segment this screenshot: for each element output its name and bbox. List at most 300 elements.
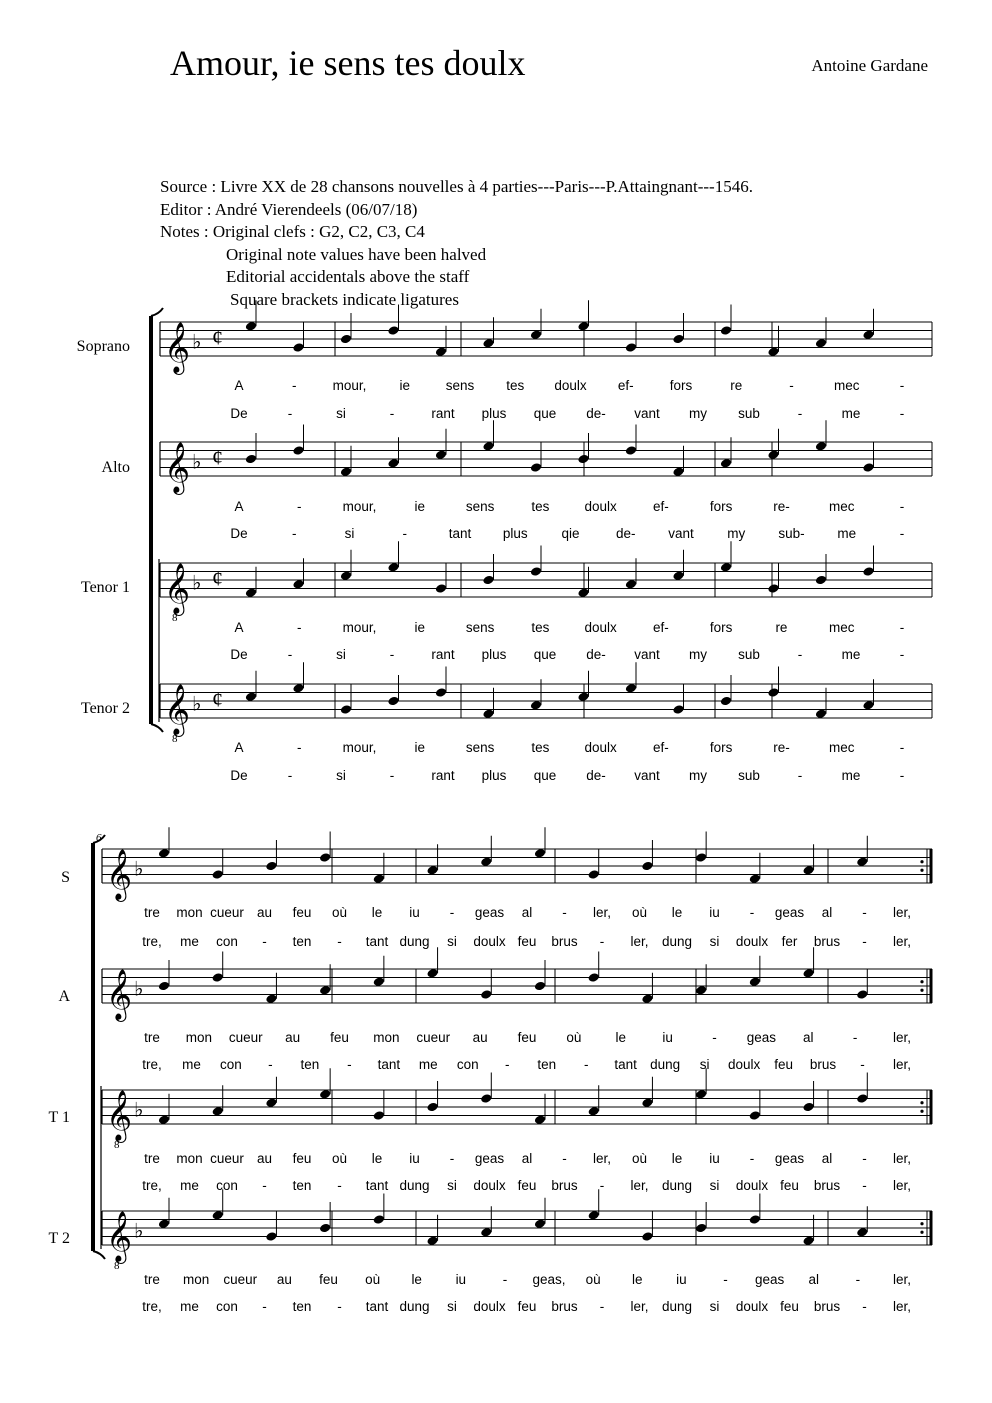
note-head <box>426 1102 438 1113</box>
note-head <box>387 562 399 573</box>
lyric-syllable: ten <box>300 1057 320 1072</box>
note-head <box>292 445 304 456</box>
bracket-hook <box>151 724 163 732</box>
lyric-syllable: ler, <box>630 1299 649 1314</box>
note-head <box>749 1110 761 1121</box>
note-head <box>534 981 546 992</box>
note <box>435 667 447 698</box>
lyric-syllable: - <box>297 499 302 514</box>
lyric-syllable: doulx <box>584 740 617 755</box>
part-label-tenor1: Tenor 1 <box>80 579 130 596</box>
note-head <box>530 462 542 473</box>
lyric-syllable: tre, <box>142 1057 162 1072</box>
lyric-syllable: - <box>599 934 605 949</box>
note <box>340 684 352 715</box>
note-head <box>767 346 779 357</box>
lyric-syllable: - <box>899 526 905 541</box>
lyric-syllable: - <box>599 1178 605 1193</box>
lyric-syllable: al <box>802 1030 814 1045</box>
lyric-syllable: feu <box>780 1178 799 1193</box>
note-head <box>435 583 447 594</box>
lyric-syllable: De <box>230 768 248 783</box>
lyric-syllable: que <box>533 647 557 662</box>
note <box>856 969 868 1000</box>
note <box>530 309 542 340</box>
note-head <box>862 566 874 577</box>
lyric-syllable: de- <box>586 647 606 662</box>
note <box>749 1194 761 1225</box>
lyric-syllable: me <box>837 526 857 541</box>
note <box>534 1198 546 1229</box>
lyric-syllable: - <box>389 406 395 421</box>
note <box>815 554 827 585</box>
lyric-syllable: - <box>337 1299 342 1314</box>
lyric-syllable: con <box>216 1299 238 1314</box>
lyric-syllable: - <box>862 905 867 920</box>
lyric-syllable: doulx <box>735 1299 769 1314</box>
note-head <box>373 1110 385 1121</box>
lyric-syllable: ler, <box>592 1151 612 1166</box>
lyric-syllable: au <box>285 1030 301 1045</box>
lyric-syllable: me <box>841 406 861 421</box>
note <box>245 433 257 464</box>
lyric-syllable: - <box>899 740 905 755</box>
note-head <box>625 683 637 694</box>
note-head <box>767 583 779 594</box>
note <box>534 827 546 858</box>
lyric-syllable: ler, <box>892 1151 912 1166</box>
note-head <box>856 989 868 1000</box>
note-head <box>695 1223 707 1234</box>
lyric-syllable: tant <box>377 1057 401 1072</box>
lyric-syllable: tes <box>531 740 550 755</box>
note <box>695 1202 707 1233</box>
lyric-syllable: où <box>365 1272 381 1287</box>
note <box>480 836 492 867</box>
octave-8-marker: 8 <box>172 612 178 624</box>
editor-line: Editor : André Vierendeels (06/07/18) <box>160 199 418 219</box>
lyric-syllable: - <box>389 647 395 662</box>
lyric-syllable: - <box>862 934 867 949</box>
lyric-syllable: re <box>775 620 788 635</box>
note <box>695 1068 707 1099</box>
repeat-dot <box>920 1101 923 1104</box>
note-head <box>387 325 399 336</box>
repeat-dot <box>920 860 923 863</box>
lyric-syllable: - <box>899 499 905 514</box>
lyric-syllable: - <box>292 526 297 541</box>
lyric-syllable: A <box>234 620 244 635</box>
treble-clef-icon: 𝄞 <box>106 1090 133 1141</box>
lyric-syllable: dung <box>399 934 430 949</box>
lyric-syllable: doulx <box>735 1178 769 1193</box>
lyric-syllable: que <box>533 768 557 783</box>
staff <box>160 300 932 421</box>
flat-key-signature: ♭ <box>134 978 144 1001</box>
lyric-syllable: si <box>447 1299 457 1314</box>
lyric-syllable: doulx <box>584 620 617 635</box>
note-head <box>245 454 257 465</box>
lyric-syllable: plus <box>481 406 507 421</box>
lyric-syllable: me <box>182 1057 201 1072</box>
lyric-syllable: - <box>562 905 567 920</box>
flat-key-signature: ♭ <box>192 572 202 595</box>
lyric-syllable: iu <box>709 1151 720 1166</box>
lyric-syllable: - <box>347 1057 352 1072</box>
lyric-syllable: ler, <box>892 1299 912 1314</box>
lyric-syllable: geas <box>774 905 805 920</box>
lyric-syllable: - <box>862 1178 867 1193</box>
lyric-syllable: - <box>855 1272 861 1287</box>
note-head <box>672 334 684 345</box>
note-head <box>292 683 304 694</box>
note <box>212 849 224 880</box>
bracket-hook <box>93 1251 105 1259</box>
note <box>672 313 684 344</box>
lyric-syllable: le <box>371 905 383 920</box>
lyric-syllable: tant <box>614 1057 637 1072</box>
lyric-syllable: si <box>699 1057 710 1072</box>
lyric-syllable: feu <box>292 905 312 920</box>
lyric-syllable: brus <box>813 1299 841 1314</box>
lyric-syllable: re <box>730 378 743 393</box>
note-head <box>340 704 352 715</box>
note <box>319 1202 331 1233</box>
note <box>862 309 874 340</box>
note-head <box>265 993 277 1004</box>
composer-name: Antoine Gardane <box>811 56 928 75</box>
lyric-syllable: - <box>852 1030 858 1045</box>
lyric-syllable: mec <box>833 378 860 393</box>
note-head <box>588 972 600 983</box>
lyric-syllable: mon <box>182 1272 210 1287</box>
part-label-t2: T 2 <box>48 1230 70 1247</box>
lyric-syllable: si <box>336 647 346 662</box>
lyric-syllable: me <box>180 1299 199 1314</box>
note-head <box>292 579 304 590</box>
lyric-syllable: brus <box>809 1057 837 1072</box>
lyric-syllable: - <box>723 1272 728 1287</box>
note <box>265 1211 277 1242</box>
note-head <box>815 575 827 586</box>
lyric-syllable: fors <box>669 378 693 393</box>
lyric-syllable: - <box>449 905 455 920</box>
part-label-tenor2: Tenor 2 <box>80 700 130 717</box>
note-head <box>292 342 304 353</box>
note <box>265 840 277 871</box>
note-head <box>767 687 779 698</box>
lyric-syllable: my <box>727 526 746 541</box>
lyric-syllable: où <box>631 905 648 920</box>
repeat-dot <box>920 989 923 992</box>
note <box>340 550 352 581</box>
lyric-syllable: dung <box>399 1299 430 1314</box>
note <box>373 1090 385 1121</box>
lyric-syllable: - <box>899 768 905 783</box>
note <box>672 684 684 715</box>
lyric-syllable: où <box>585 1272 601 1287</box>
note-head <box>720 458 732 469</box>
lyric-syllable: geas <box>474 905 505 920</box>
lyric-syllable: doulx <box>473 1178 506 1193</box>
lyric-syllable: feu <box>319 1272 338 1287</box>
lyric-syllable: - <box>797 647 803 662</box>
lyric-syllable: ef- <box>617 378 634 393</box>
note-head <box>530 700 542 711</box>
staff <box>160 662 932 783</box>
lyric-syllable: al <box>521 1151 533 1166</box>
lyric-syllable: iu <box>409 905 420 920</box>
lyric-syllable: De <box>230 526 248 541</box>
part-label-a: A <box>58 988 70 1005</box>
note-head <box>767 449 779 460</box>
lyric-syllable: feu <box>292 1151 312 1166</box>
lyric-syllable: tes <box>506 378 525 393</box>
lyric-syllable: brus <box>551 1299 578 1314</box>
note-head <box>319 1089 331 1100</box>
note-head <box>672 570 684 581</box>
lyric-syllable: sub <box>738 647 760 662</box>
flat-key-signature: ♭ <box>134 1220 144 1243</box>
lyric-syllable: - <box>749 1151 755 1166</box>
lyric-syllable: doulx <box>584 499 617 514</box>
octave-8-marker: 8 <box>114 1260 120 1272</box>
note-head <box>373 976 385 987</box>
note <box>856 836 868 867</box>
lyric-syllable: si <box>447 1178 457 1193</box>
lyric-syllable: doulx <box>473 1299 506 1314</box>
note <box>720 675 732 706</box>
lyric-syllable: sens <box>465 499 495 514</box>
lyric-syllable: al <box>808 1272 820 1287</box>
lyric-syllable: - <box>337 934 342 949</box>
note-head <box>588 1210 600 1221</box>
note-head <box>435 449 447 460</box>
note <box>387 305 399 336</box>
note-head <box>577 691 589 702</box>
note <box>625 425 637 456</box>
lyric-syllable: geas, <box>532 1272 566 1287</box>
note <box>588 952 600 983</box>
lyric-syllable: de- <box>586 406 606 421</box>
flat-key-signature: ♭ <box>134 858 144 881</box>
note-head <box>212 1106 224 1117</box>
note-head <box>245 691 257 702</box>
note <box>767 667 779 698</box>
note-head <box>480 856 492 867</box>
lyric-syllable: tre, <box>142 1299 162 1314</box>
lyric-syllable: mour, <box>342 499 377 514</box>
note-head <box>720 325 732 336</box>
lyric-syllable: brus <box>551 1178 578 1193</box>
note-head <box>720 562 732 573</box>
lyric-syllable: mec <box>828 499 855 514</box>
lyric-syllable: ler, <box>630 1178 649 1193</box>
lyric-syllable: de- <box>586 768 606 783</box>
lyric-syllable: cueur <box>210 1151 244 1166</box>
note-head <box>856 1227 868 1238</box>
lyric-syllable: me <box>180 1178 199 1193</box>
lyric-syllable: - <box>337 1178 342 1193</box>
note-head <box>577 587 589 598</box>
lyric-syllable: con <box>220 1057 242 1072</box>
lyric-syllable: tant <box>365 934 389 949</box>
common-time-signature: ¢ <box>212 444 223 470</box>
staff <box>160 541 932 662</box>
lyric-syllable: - <box>899 620 905 635</box>
note <box>588 1189 600 1220</box>
lyric-syllable: - <box>505 1057 510 1072</box>
lyric-syllable: al <box>821 1151 833 1166</box>
part-label-alto: Alto <box>101 459 130 476</box>
brackets-line: Square brackets indicate ligatures <box>230 289 459 309</box>
lyric-syllable: plus <box>502 526 528 541</box>
lyric-syllable: si <box>344 526 355 541</box>
note-head <box>480 989 492 1000</box>
lyric-syllable: ler, <box>592 905 612 920</box>
lyric-syllable: rant <box>431 406 455 421</box>
note <box>319 1068 331 1099</box>
note <box>435 429 447 460</box>
lyric-syllable: si <box>336 406 346 421</box>
lyric-syllable: au <box>256 1151 273 1166</box>
lyric-syllable: que <box>533 406 557 421</box>
note-head <box>588 869 600 880</box>
note <box>158 827 170 858</box>
note <box>802 1081 814 1112</box>
note-head <box>802 968 814 979</box>
lyric-syllable: vant <box>634 406 660 421</box>
lyric-syllable: - <box>789 378 794 393</box>
note <box>426 947 438 978</box>
lyric-syllable: ler, <box>630 934 649 949</box>
lyric-syllable: cueur <box>228 1030 263 1045</box>
note <box>212 952 224 983</box>
note-head <box>641 1231 653 1242</box>
note <box>426 1081 438 1112</box>
note-head <box>480 1227 492 1238</box>
lyric-syllable: dung <box>661 1299 693 1314</box>
note-head <box>815 708 827 719</box>
lyric-syllable: ler, <box>892 905 912 920</box>
note-head <box>480 1093 492 1104</box>
lyric-syllable: De <box>230 406 248 421</box>
note-head <box>856 856 868 867</box>
note <box>435 563 447 594</box>
lyric-syllable: mour, <box>332 378 367 393</box>
lyric-syllable: plus <box>481 768 507 783</box>
treble-clef-icon: 𝄞 <box>106 849 133 900</box>
lyric-syllable: - <box>862 1151 867 1166</box>
lyric-syllable: feu <box>774 1057 793 1072</box>
lyric-syllable: doulx <box>727 1057 761 1072</box>
note-head <box>695 1089 707 1100</box>
lyric-syllable: con <box>216 1178 238 1193</box>
treble-clef-icon: 𝄞 <box>106 1211 133 1262</box>
note <box>158 960 170 991</box>
lyric-syllable: - <box>449 1151 455 1166</box>
lyric-syllable: ie <box>414 499 426 514</box>
lyric-syllable: tant <box>365 1178 389 1193</box>
note-head <box>534 1114 546 1125</box>
lyric-syllable: my <box>689 647 707 662</box>
note-head <box>802 1235 814 1246</box>
note <box>802 947 814 978</box>
lyric-syllable: iu <box>676 1272 687 1287</box>
lyric-syllable: cueur <box>223 1272 258 1287</box>
lyric-syllable: my <box>689 406 707 421</box>
note-head <box>426 865 438 876</box>
note-head <box>862 329 874 340</box>
lyric-syllable: feu <box>517 1299 537 1314</box>
note <box>158 1198 170 1229</box>
lyric-syllable: de- <box>615 526 636 541</box>
accidentals-line: Editorial accidentals above the staff <box>226 267 470 286</box>
note-head <box>319 1223 331 1234</box>
note-head <box>245 321 257 332</box>
lyric-syllable: - <box>292 378 297 393</box>
lyric-syllable: con <box>216 934 238 949</box>
note <box>212 1189 224 1220</box>
lyric-syllable: ef- <box>653 620 669 635</box>
note-head <box>749 976 761 987</box>
lyric-syllable: geas <box>474 1151 505 1166</box>
lyric-syllable: si <box>709 934 720 949</box>
lyric-syllable: cueur <box>416 1030 451 1045</box>
lyric-syllable: - <box>749 905 755 920</box>
lyric-syllable: ler, <box>892 1272 912 1287</box>
lyric-syllable: dung <box>661 1178 693 1193</box>
lyric-syllable: tes <box>531 620 550 635</box>
lyric-syllable: A <box>234 499 244 514</box>
part-label-soprano: Soprano <box>76 338 130 355</box>
treble-clef-icon: 𝄞 <box>164 563 191 614</box>
lyric-syllable: iu <box>409 1151 420 1166</box>
lyric-syllable: - <box>297 620 302 635</box>
flat-key-signature: ♭ <box>192 331 202 354</box>
lyric-syllable: tre <box>144 1030 160 1045</box>
lyric-syllable: A <box>234 740 244 755</box>
lyric-syllable: où <box>331 905 348 920</box>
note-head <box>862 700 874 711</box>
lyric-syllable: si <box>709 1178 720 1193</box>
lyric-syllable: tre <box>144 905 160 920</box>
lyric-syllable: mon <box>185 1030 213 1045</box>
note-head <box>482 708 494 719</box>
lyric-syllable: sens <box>465 620 495 635</box>
staff <box>102 1068 932 1193</box>
lyric-syllable: - <box>287 647 293 662</box>
note <box>530 546 542 577</box>
note-head <box>482 441 494 452</box>
note-head <box>158 1114 170 1125</box>
lyric-syllable: le <box>671 905 683 920</box>
lyric-syllable: sub <box>738 768 760 783</box>
clefs-line: Notes : Original clefs : G2, C2, C3, C4 <box>160 222 425 241</box>
treble-clef-icon: 𝄞 <box>106 969 133 1020</box>
note-head <box>158 981 170 992</box>
lyric-syllable: - <box>583 1057 589 1072</box>
note-head <box>426 1235 438 1246</box>
piece-title: Amour, ie sens tes doulx <box>170 43 526 83</box>
lyric-syllable: - <box>860 1057 865 1072</box>
lyric-syllable: ten <box>292 1178 312 1193</box>
note-head <box>265 1231 277 1242</box>
octave-8-marker: 8 <box>172 733 178 745</box>
note-head <box>641 861 653 872</box>
lyric-syllable: - <box>502 1272 508 1287</box>
note <box>672 550 684 581</box>
